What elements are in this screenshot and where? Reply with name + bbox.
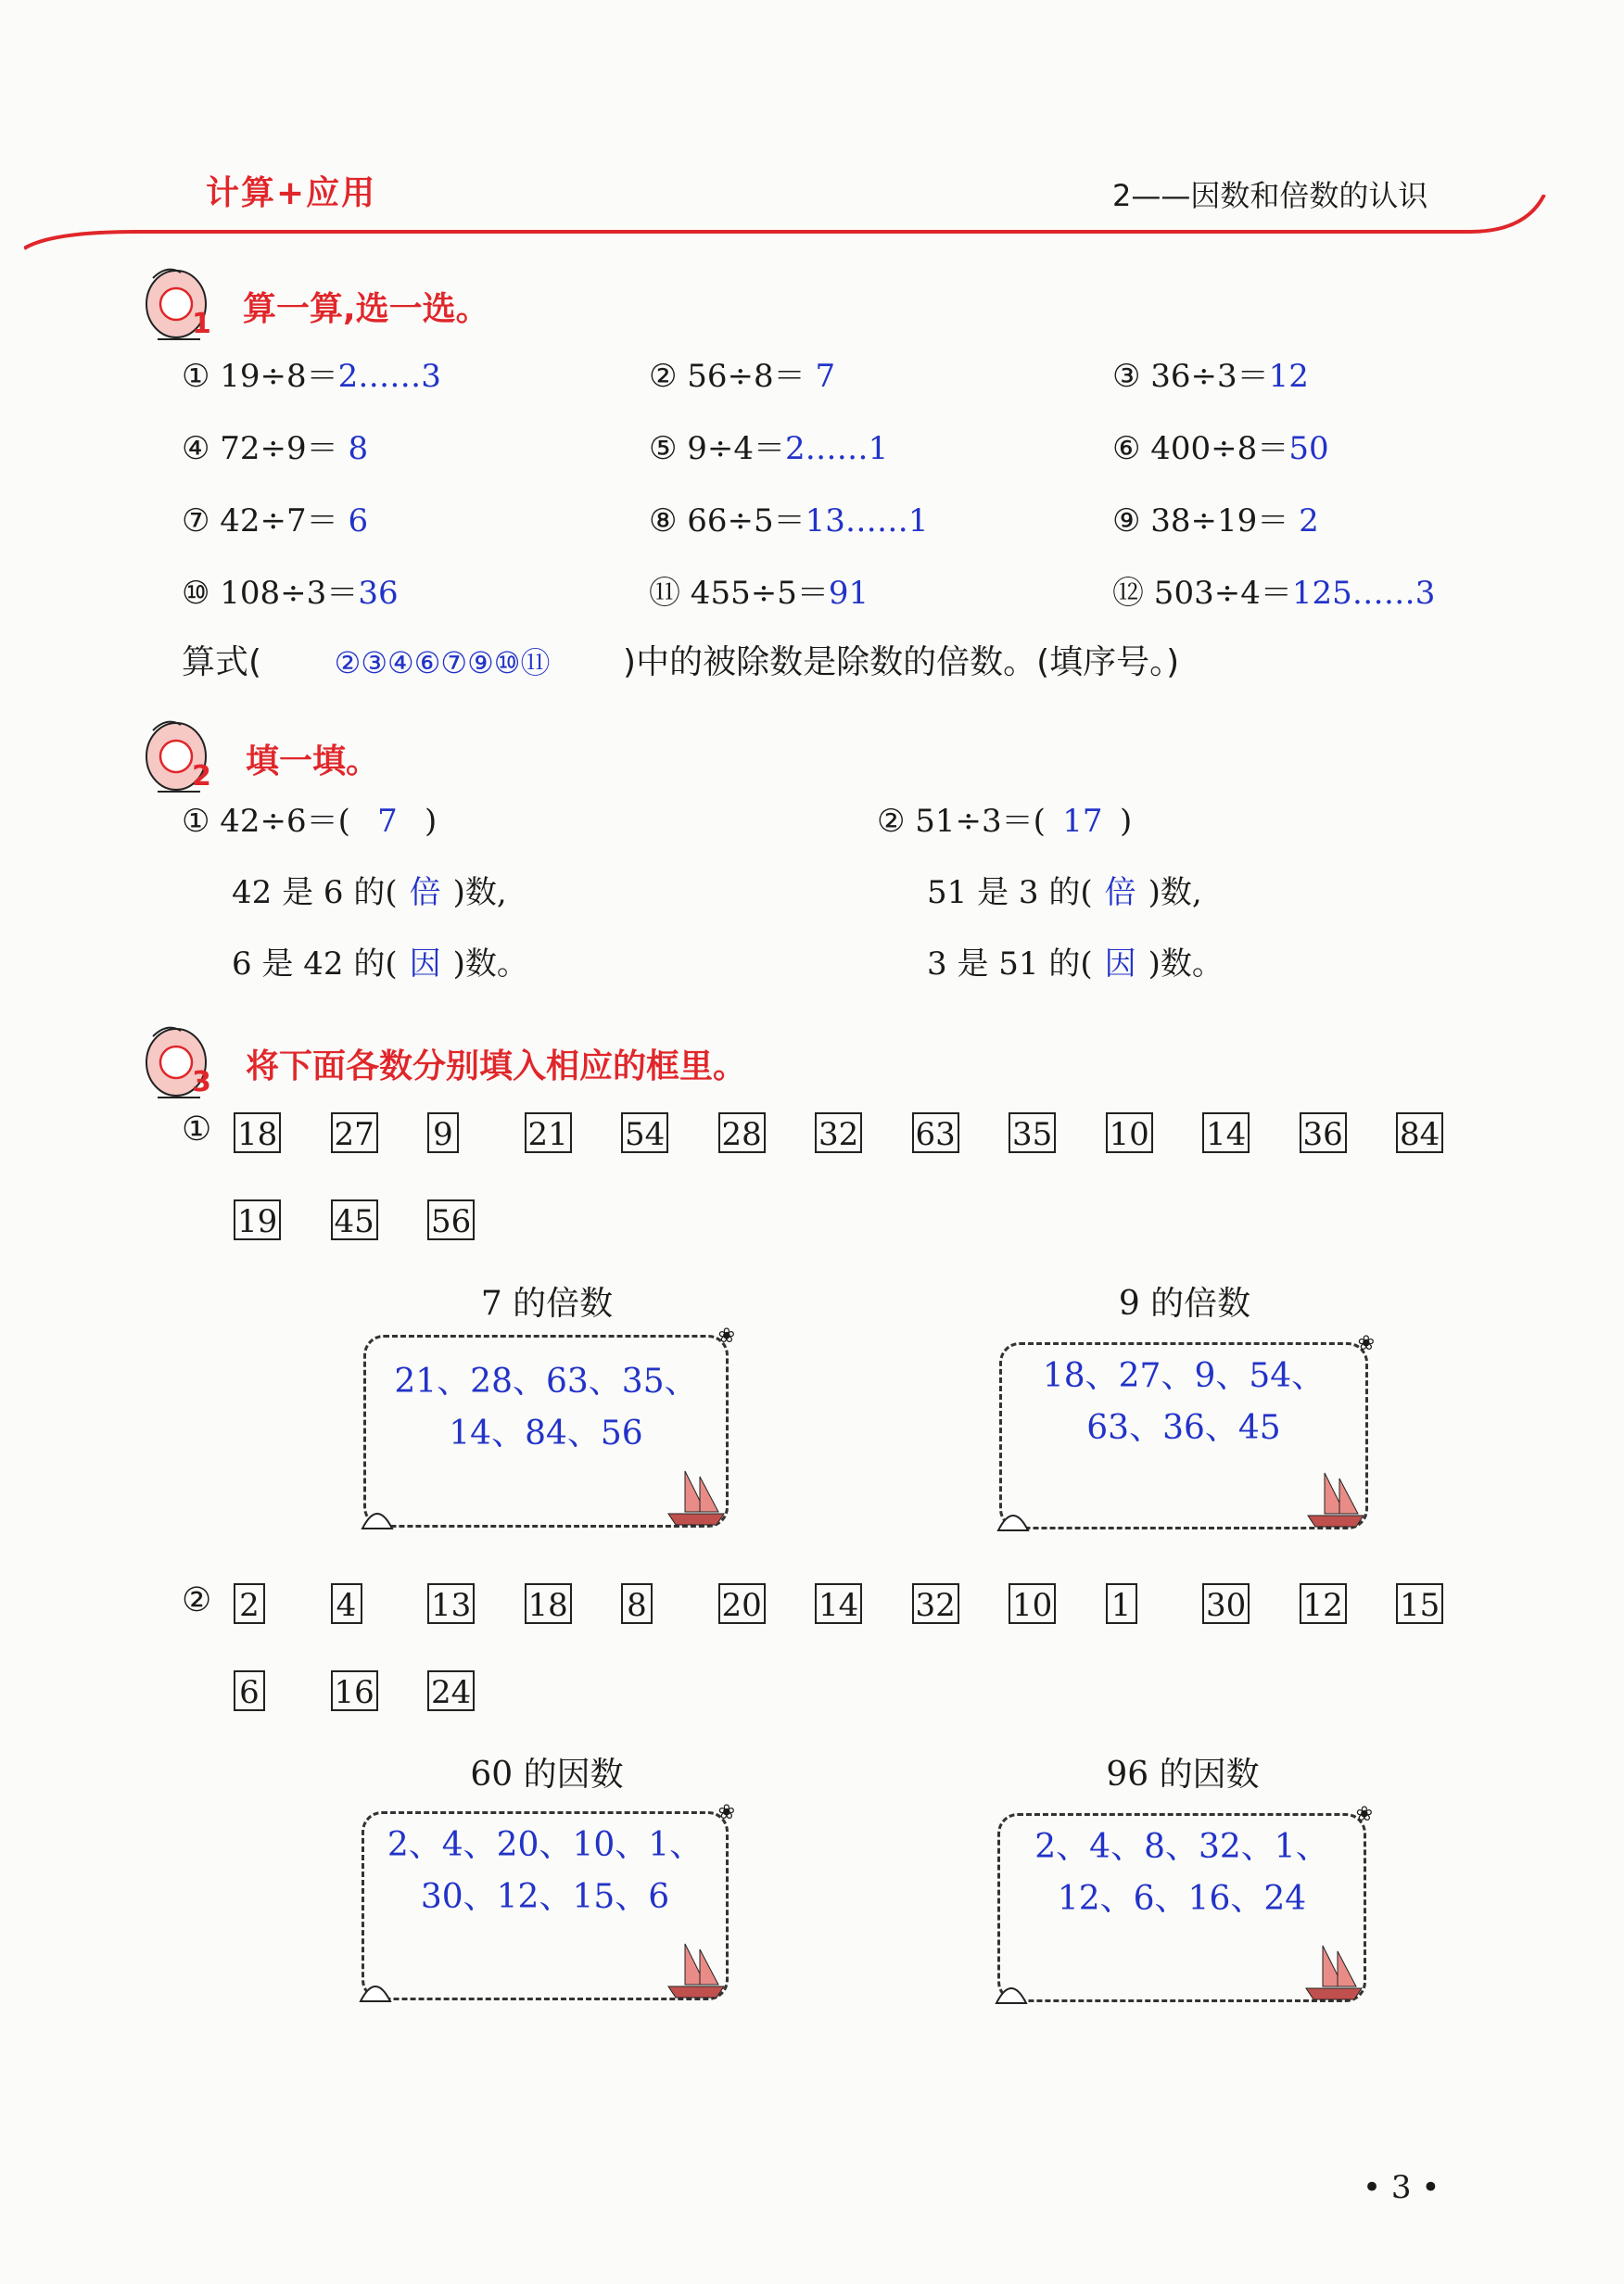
answer-box-factors-of-96 [997, 1803, 1373, 2002]
number-box: 20 [718, 1583, 766, 1624]
box-title-factors-of-60: 60 的因数 [470, 1756, 624, 1794]
problem-answer: 12 [1268, 358, 1309, 395]
section-3-number: 3 [192, 1066, 211, 1098]
header-chapter-title: 2——因数和倍数的认识 [1112, 178, 1428, 213]
number-box: 84 [1396, 1112, 1443, 1153]
problem-answer: 7 [805, 358, 836, 395]
number-box: 30 [1202, 1583, 1250, 1624]
section-1-number: 1 [192, 308, 211, 340]
division-problem [1112, 423, 1329, 468]
answer-box-line: 18、27、9、54、 [1042, 1357, 1326, 1395]
division-problem [1112, 567, 1435, 613]
number-box: 8 [621, 1583, 653, 1624]
problem-answer: 36 [358, 575, 399, 612]
sailing-ship-icon [659, 1931, 733, 2005]
division-problem [1112, 350, 1309, 396]
number-box: 45 [331, 1199, 378, 1240]
section-3-title: 将下面各数分别填入相应的框里。 [246, 1047, 747, 1085]
problem-answer: 125……3 [1291, 575, 1436, 612]
number-box: 2 [234, 1583, 265, 1624]
problem-label: ⑧ 66÷5＝ [649, 502, 806, 539]
number-box: 6 [234, 1670, 265, 1711]
answer-box-line: 2、4、8、32、1、 [1034, 1828, 1329, 1866]
flower-icon: ❀ [1355, 1803, 1373, 1826]
number-box: 14 [1202, 1112, 1250, 1153]
problem-answer: 2……3 [337, 358, 441, 395]
answer-box-line: 14、84、56 [449, 1415, 643, 1453]
number-box: 4 [331, 1583, 362, 1624]
problem-answer: 13……1 [805, 502, 929, 539]
problem-answer: 91 [828, 575, 869, 612]
division-problem [182, 495, 368, 540]
answer-box-factors-of-60 [362, 1801, 735, 2000]
answer-box-line: 21、28、63、35、 [394, 1363, 698, 1401]
problem-label: ③ 36÷3＝ [1112, 358, 1269, 395]
number-box: 10 [1106, 1112, 1153, 1153]
summary-prefix: 算式( [182, 643, 262, 681]
number-box: 56 [427, 1199, 475, 1240]
shell-icon [361, 1504, 394, 1530]
header-red-curve [24, 195, 1554, 250]
s2-left-line-1: ① 42÷6＝( 7 ) [182, 803, 438, 840]
number-box: 18 [525, 1583, 572, 1624]
answer-box-line: 63、36、45 [1086, 1409, 1281, 1447]
number-box: 14 [815, 1583, 862, 1624]
number-box: 32 [912, 1583, 959, 1624]
division-problem [182, 567, 399, 613]
problem-answer: 2……1 [785, 430, 889, 467]
answer-box-line: 12、6、16、24 [1057, 1880, 1307, 1918]
answer-box-line: 2、4、20、10、1、 [387, 1826, 704, 1864]
flower-icon: ❀ [717, 1801, 735, 1824]
header-series-title: 计算+应用 [206, 174, 377, 212]
division-problem [649, 567, 869, 613]
number-box: 27 [331, 1112, 378, 1153]
sailing-ship-icon [1297, 1933, 1371, 2007]
flower-icon: ❀ [1357, 1332, 1375, 1355]
page-number: • 3 • [1363, 2169, 1440, 2206]
answer-box-line: 30、12、15、6 [420, 1878, 670, 1916]
number-box: 19 [234, 1199, 281, 1240]
number-box: 54 [621, 1112, 668, 1153]
summary-suffix: )中的被除数是除数的倍数。(填序号。) [623, 643, 1180, 681]
shell-icon [996, 1506, 1030, 1532]
problem-answer: 2 [1288, 502, 1319, 539]
part-1-label: ① [182, 1110, 212, 1148]
division-problem [182, 350, 441, 396]
section-1-summary [182, 636, 1179, 683]
number-box: 9 [427, 1112, 459, 1153]
section-2-title: 填一填。 [246, 742, 380, 780]
problem-label: ⑫ 503÷4＝ [1112, 575, 1292, 612]
sailing-ship-icon [659, 1458, 733, 1532]
shell-icon [995, 1979, 1028, 2005]
part-2-label: ② [182, 1581, 212, 1619]
number-box: 35 [1009, 1112, 1056, 1153]
division-problem [182, 423, 368, 468]
box-title-multiples-of-7: 7 的倍数 [480, 1285, 614, 1323]
problem-label: ⑪ 455÷5＝ [649, 575, 829, 612]
problem-label: ⑤ 9÷4＝ [649, 430, 786, 467]
box-title-multiples-of-9: 9 的倍数 [1118, 1285, 1251, 1323]
number-box: 28 [718, 1112, 766, 1153]
problem-answer: 8 [337, 430, 369, 467]
number-box: 32 [815, 1112, 862, 1153]
problem-label: ⑩ 108÷3＝ [182, 575, 359, 612]
s2-right-line-3: 3 是 51 的( 因 )数。 [927, 945, 1224, 983]
division-problem [649, 423, 888, 468]
s2-right-line-1: ② 51÷3＝( 17 ) [877, 803, 1133, 840]
division-problem [1112, 495, 1319, 540]
problem-label: ② 56÷8＝ [649, 358, 806, 395]
box-title-factors-of-96: 96 的因数 [1106, 1756, 1260, 1794]
problem-answer: 50 [1288, 430, 1329, 467]
answer-box-multiples-of-9 [999, 1332, 1375, 1529]
division-problem [649, 350, 835, 396]
shell-icon [359, 1977, 392, 2003]
number-box: 36 [1300, 1112, 1347, 1153]
division-problem [649, 495, 929, 540]
s2-left-line-3: 6 是 42 的( 因 )数。 [232, 945, 528, 983]
answer-box-multiples-of-7 [363, 1325, 735, 1528]
number-box: 13 [427, 1583, 475, 1624]
sailing-ship-icon [1299, 1460, 1373, 1534]
number-box: 24 [427, 1670, 475, 1711]
problem-label: ⑦ 42÷7＝ [182, 502, 338, 539]
number-box: 1 [1106, 1583, 1137, 1624]
number-box: 10 [1009, 1583, 1056, 1624]
number-box: 21 [525, 1112, 572, 1153]
s2-right-line-2: 51 是 3 的( 倍 )数, [927, 874, 1202, 911]
summary-answer: ②③④⑥⑦⑨⑩⑪ [334, 645, 551, 680]
problem-answer: 6 [337, 502, 369, 539]
section-1-title: 算一算,选一选。 [243, 290, 489, 328]
problem-label: ① 19÷8＝ [182, 358, 338, 395]
problem-label: ⑥ 400÷8＝ [1112, 430, 1289, 467]
problem-label: ④ 72÷9＝ [182, 430, 338, 467]
number-box: 15 [1396, 1583, 1443, 1624]
problem-label: ⑨ 38÷19＝ [1112, 502, 1289, 539]
number-box: 63 [912, 1112, 959, 1153]
number-box: 18 [234, 1112, 281, 1153]
flower-icon: ❀ [717, 1325, 735, 1348]
number-box: 16 [331, 1670, 378, 1711]
number-box: 12 [1300, 1583, 1347, 1624]
s2-left-line-2: 42 是 6 的( 倍 )数, [232, 874, 507, 911]
section-2-number: 2 [192, 760, 211, 793]
